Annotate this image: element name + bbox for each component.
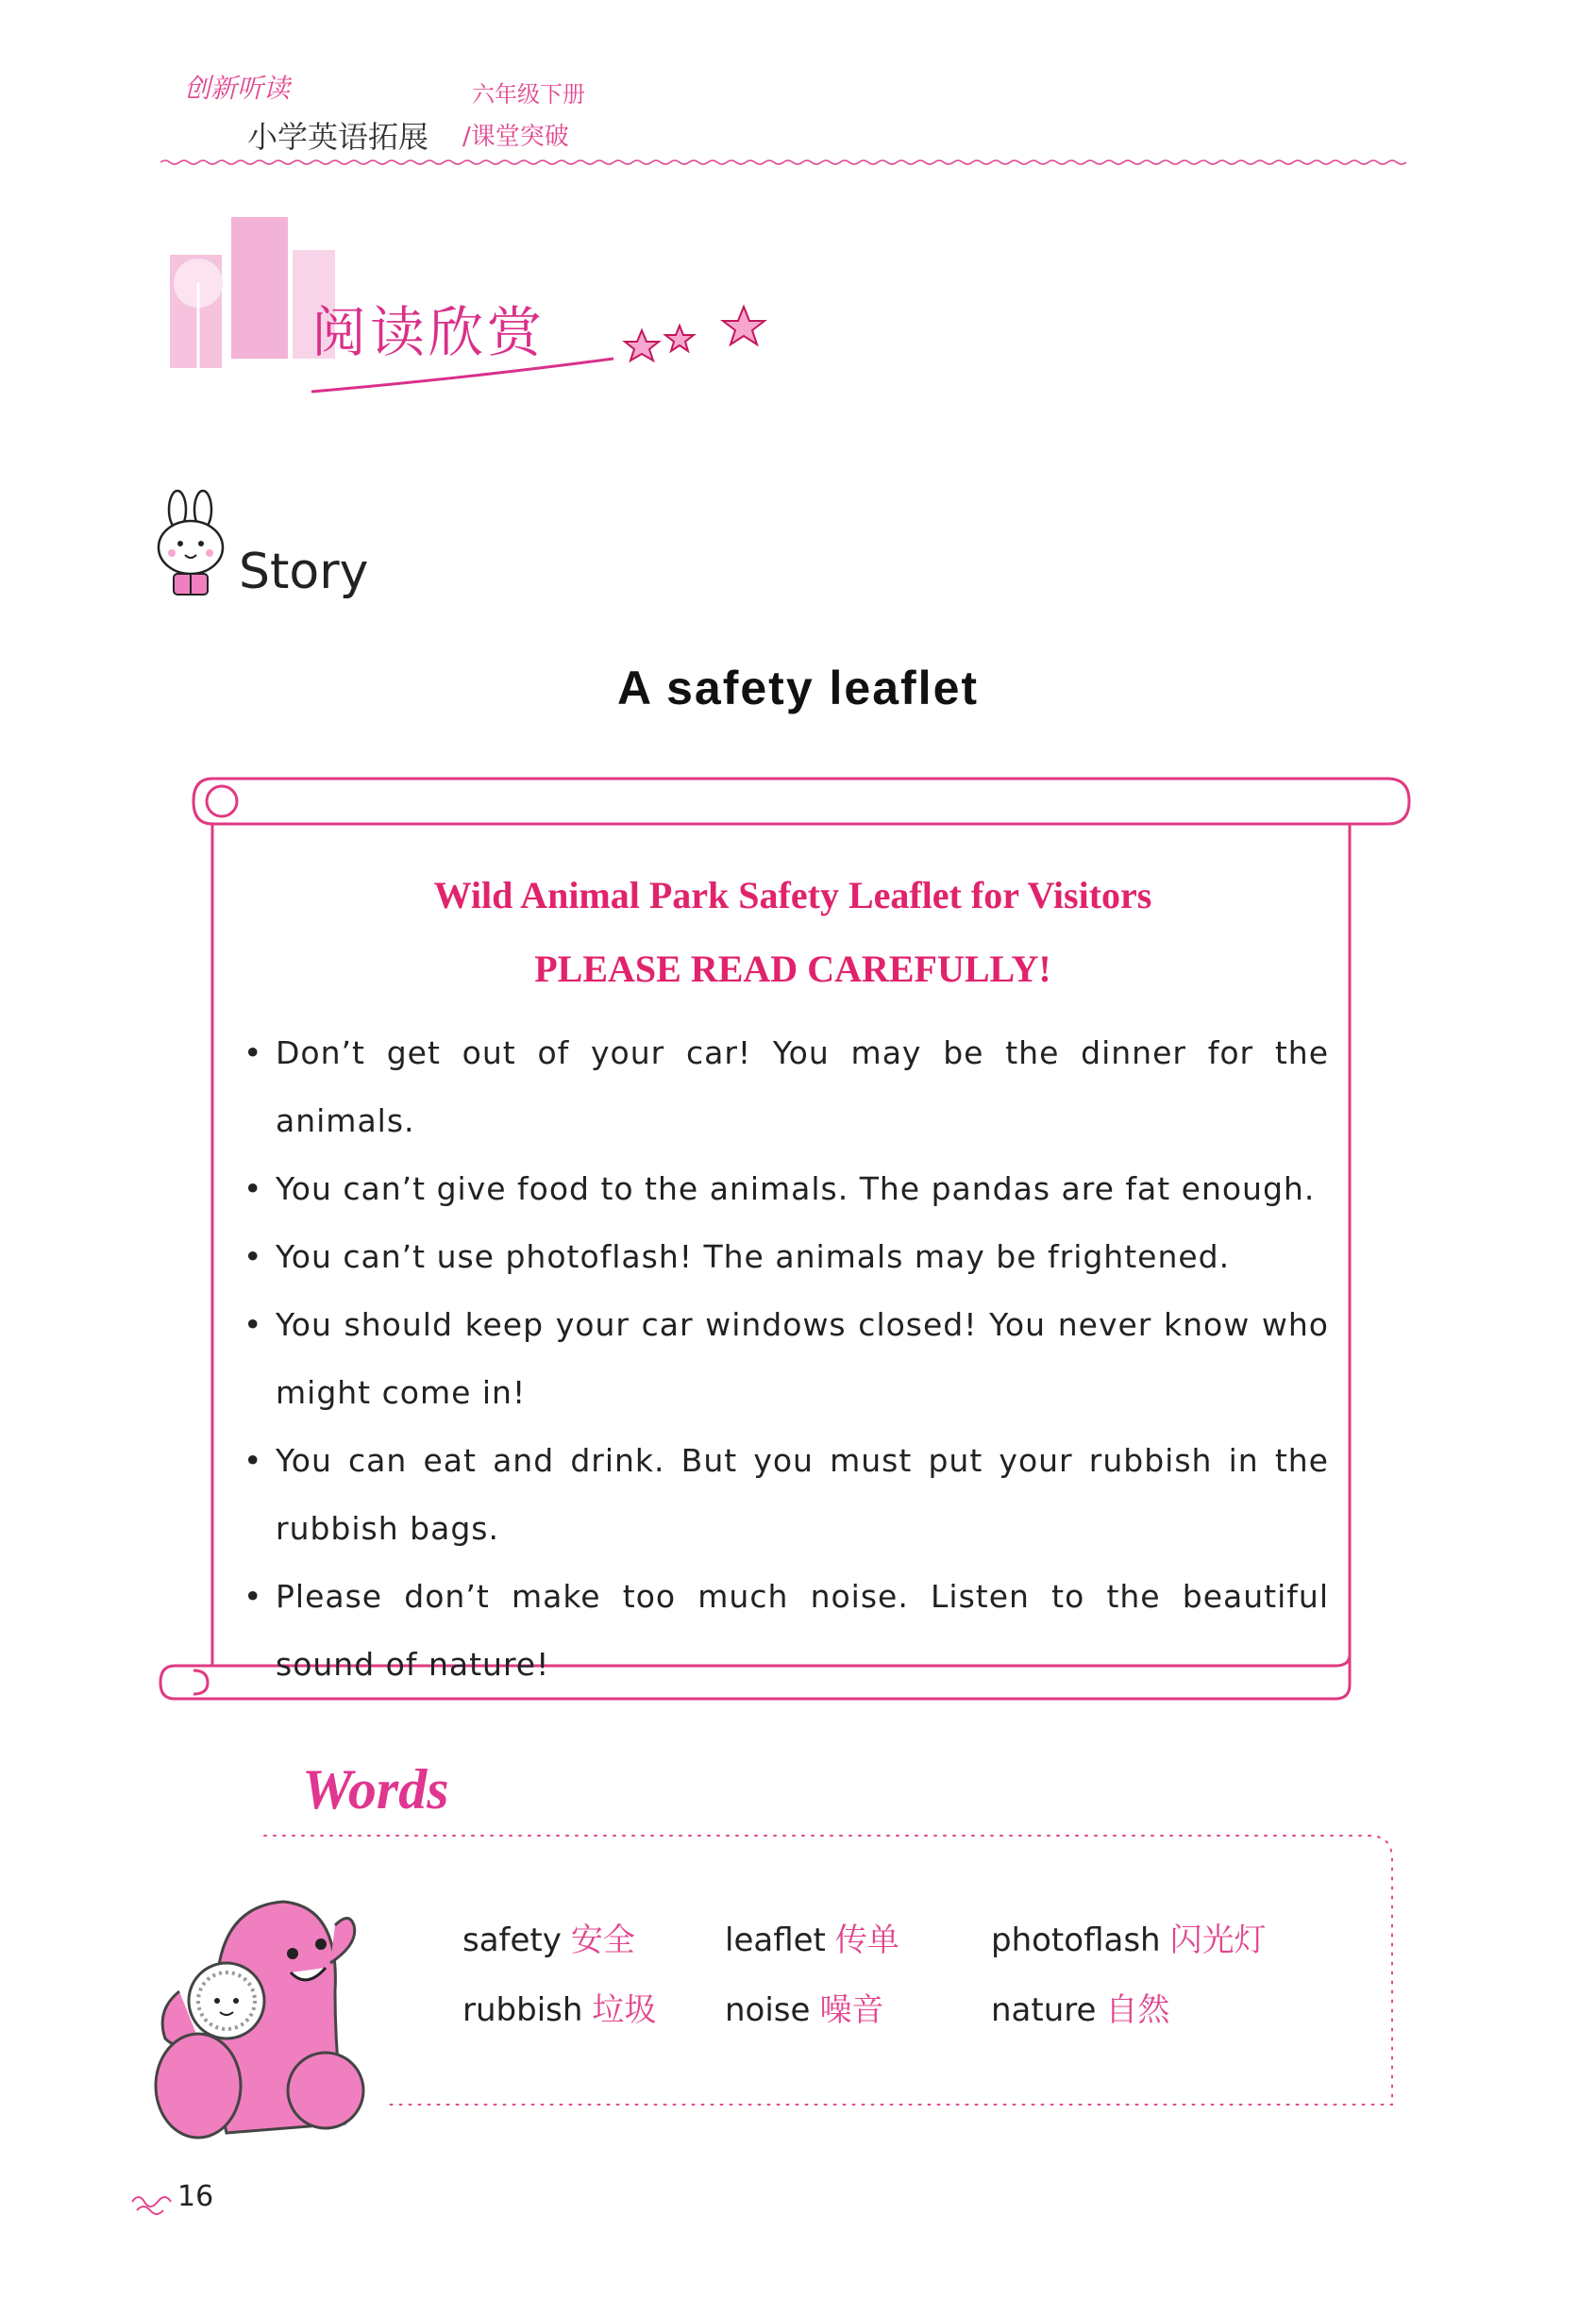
word-chinese: 闪光灯 bbox=[1169, 1922, 1267, 1959]
word-item bbox=[462, 1984, 656, 2030]
story-label: Story bbox=[239, 544, 369, 600]
word-item bbox=[725, 1984, 883, 2030]
leaflet-subtitle: PLEASE READ CAREFULLY! bbox=[534, 948, 1051, 990]
word-english: photoflash bbox=[991, 1922, 1161, 1959]
word-english: rubbish bbox=[462, 1991, 583, 2029]
section-title: 阅读欣赏 bbox=[311, 300, 546, 364]
word-english: noise bbox=[725, 1991, 811, 2029]
list-item: • Please don’t make too much noise. Listen to the beautiful sound of nature! bbox=[244, 1563, 1329, 1699]
word-english: safety bbox=[462, 1922, 562, 1959]
word-item bbox=[991, 1984, 1169, 2030]
word-chinese: 垃圾 bbox=[592, 1991, 657, 2029]
word-item bbox=[725, 1914, 899, 1960]
header-subtitle: /课堂突破 bbox=[462, 123, 569, 151]
words-title: Words bbox=[302, 1758, 449, 1821]
list-item: • You can’t use photoflash! The animals may be frightened. bbox=[244, 1223, 1329, 1291]
safety-rules-list bbox=[244, 1019, 1329, 1699]
page-corner-flourish-icon bbox=[127, 2188, 179, 2216]
bunny-icon bbox=[151, 489, 231, 602]
leaflet-title: Wild Animal Park Safety Leaflet for Visitors bbox=[433, 874, 1152, 916]
word-chinese: 安全 bbox=[570, 1922, 635, 1959]
list-item: • Don’t get out of your car! You may be the dinner for the animals. bbox=[244, 1019, 1329, 1155]
word-item bbox=[991, 1914, 1267, 1960]
list-item: • You can eat and drink. But you must put your rubbish in the rubbish bags. bbox=[244, 1427, 1329, 1563]
list-item: • You should keep your car windows closed! You never know who might come in! bbox=[244, 1291, 1329, 1427]
word-english: nature bbox=[991, 1991, 1097, 2029]
word-chinese: 噪音 bbox=[819, 1991, 884, 2029]
header-brand: 创新听读 bbox=[184, 73, 291, 104]
page-number: 16 bbox=[177, 2180, 214, 2213]
list-item: • You can’t give food to the animals. The pandas are fat enough. bbox=[244, 1155, 1329, 1223]
word-english: leaflet bbox=[725, 1922, 826, 1959]
word-chinese: 传单 bbox=[834, 1922, 899, 1959]
cactus-mascot-icon bbox=[142, 1850, 415, 2152]
header-wavy-divider bbox=[160, 159, 1406, 166]
word-chinese: 自然 bbox=[1105, 1991, 1170, 2029]
header-grade: 六年级下册 bbox=[472, 81, 585, 108]
word-item bbox=[462, 1914, 635, 1960]
story-title: A safety leaflet bbox=[616, 662, 980, 714]
header-title: 小学英语拓展 bbox=[247, 119, 429, 155]
